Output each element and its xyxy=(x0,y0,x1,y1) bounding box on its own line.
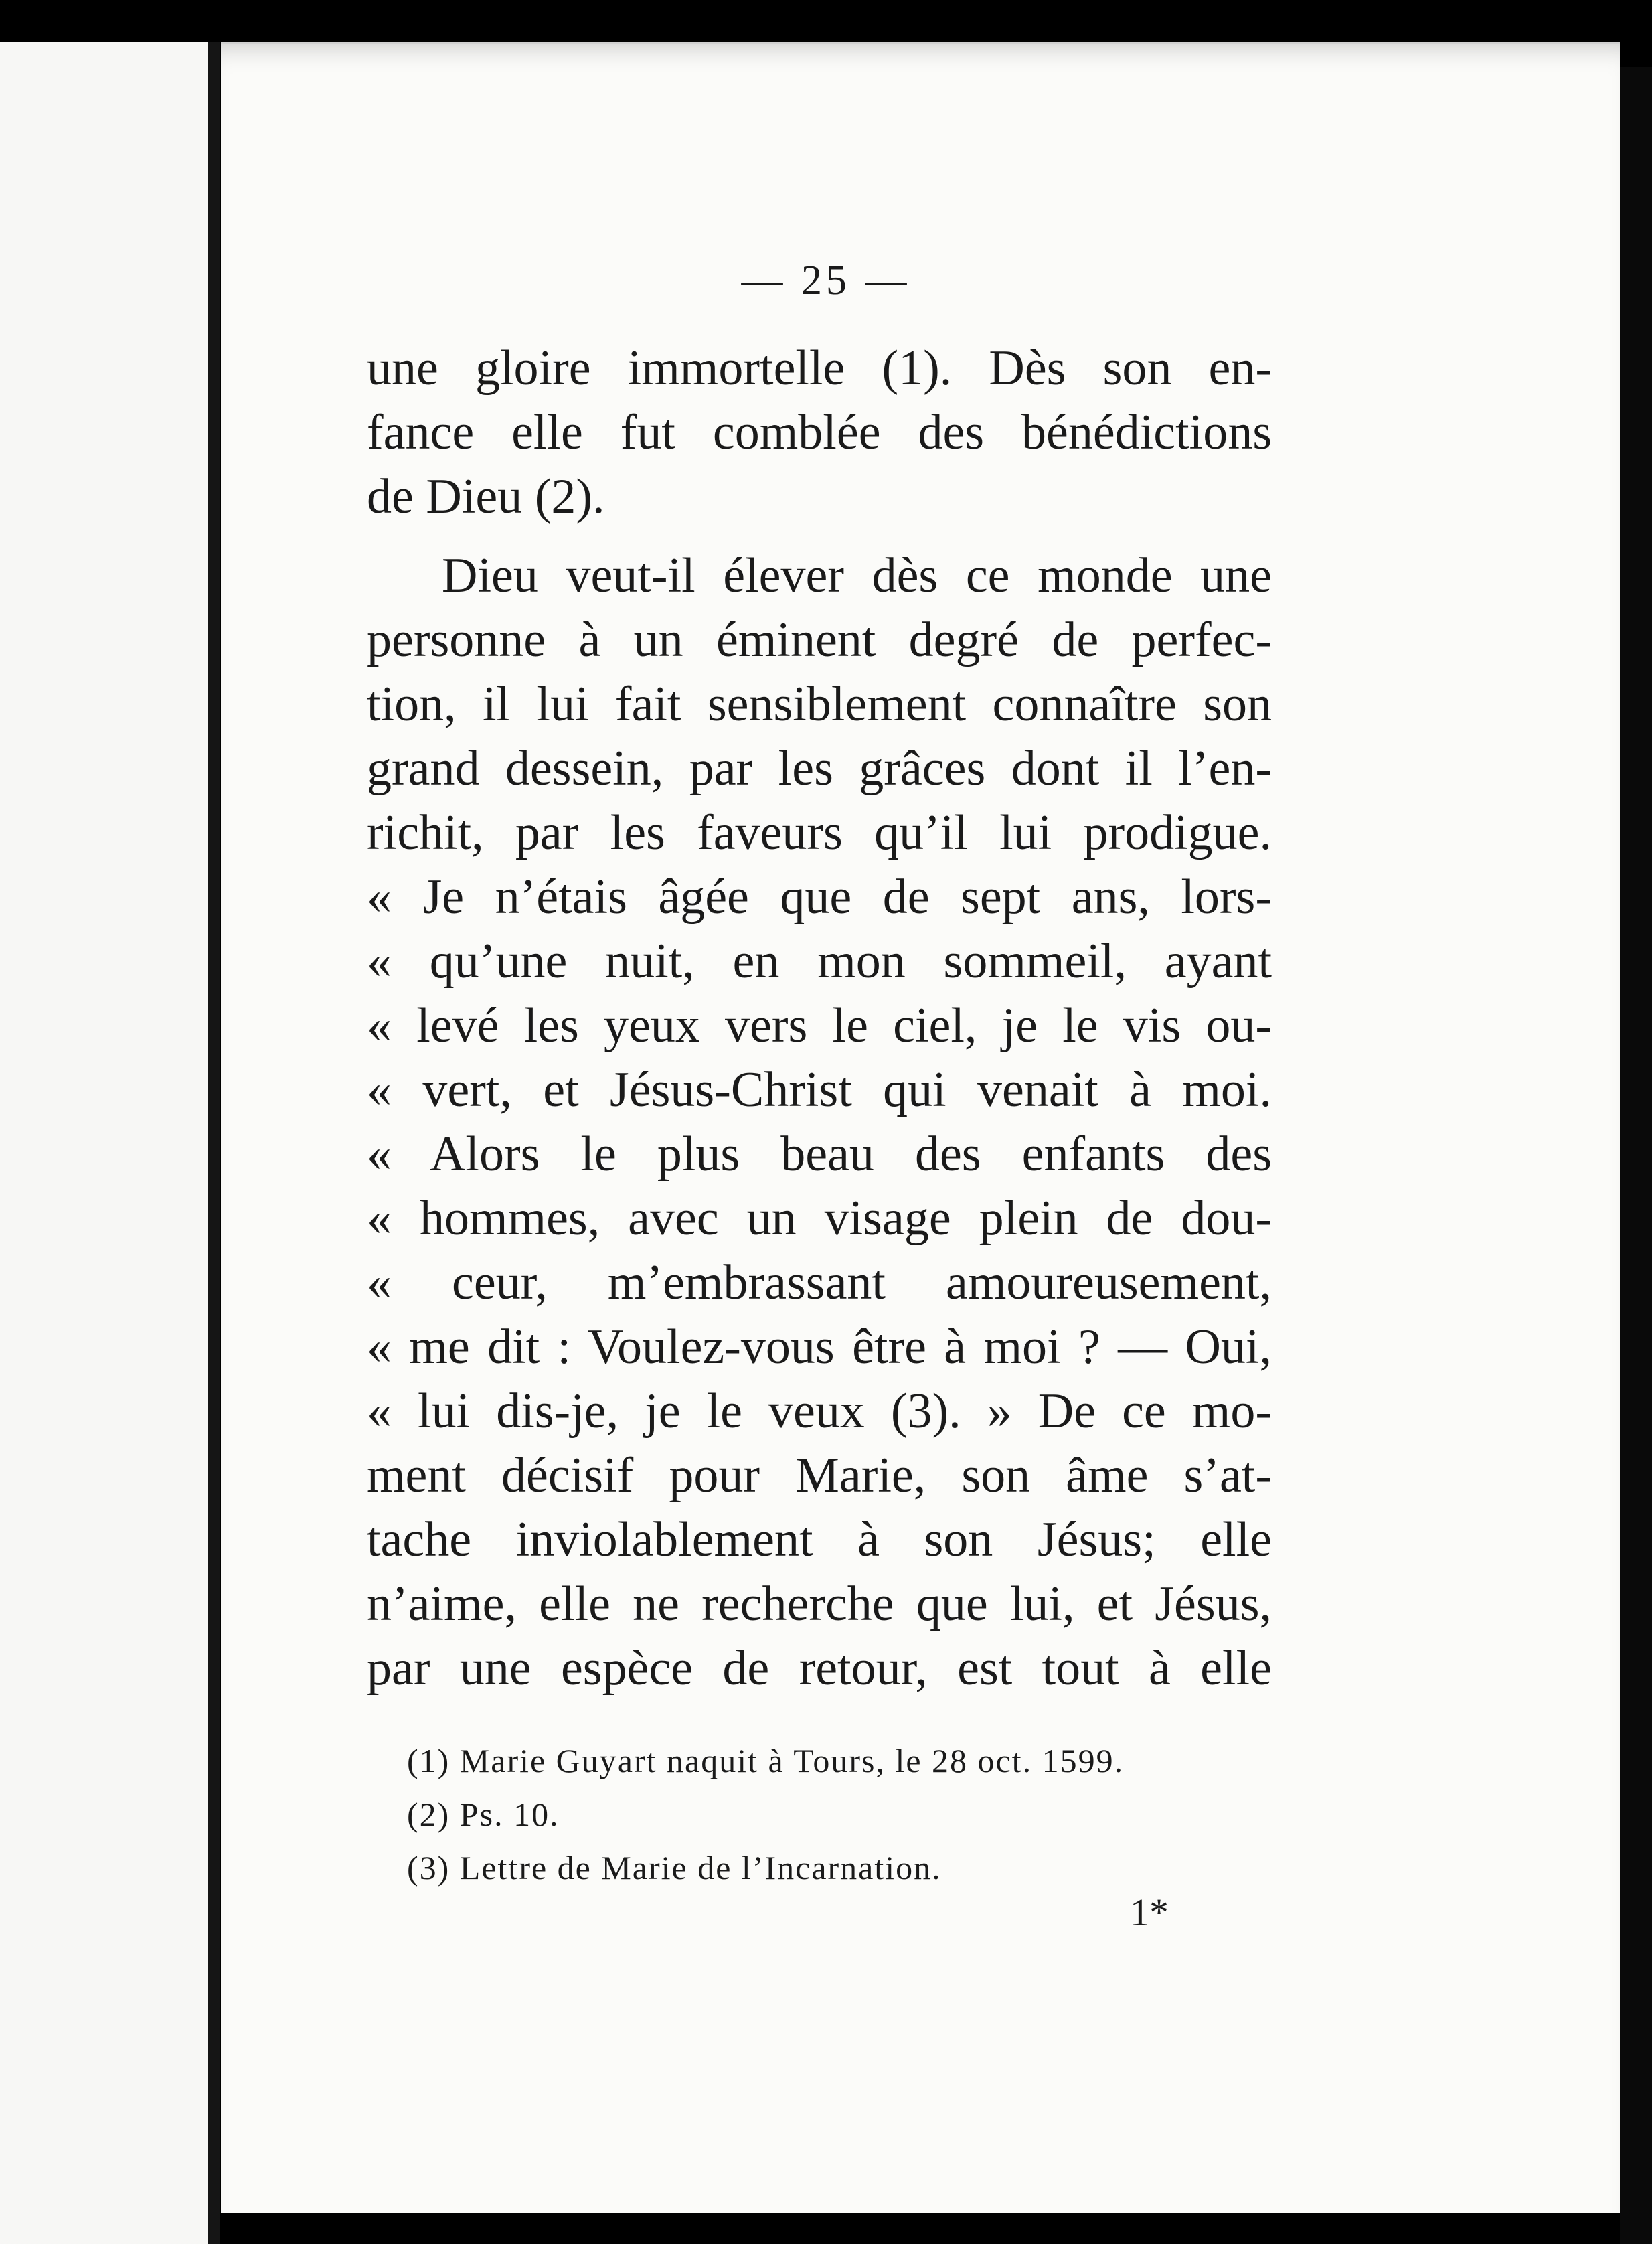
text-line: grand dessein, par les grâces dont il l’en- xyxy=(367,741,1272,796)
text-line: de Dieu (2). xyxy=(367,469,605,524)
text-line: « vert, et Jésus-Christ qui venait à moi. xyxy=(367,1062,1272,1117)
text-line: tion, il lui fait sensiblement connaître son xyxy=(367,677,1272,732)
body-text xyxy=(367,336,1272,1700)
text-line: Dieu veut-il élever dès ce monde une xyxy=(442,548,1272,603)
text-line: « Alors le plus beau des enfants des xyxy=(367,1127,1272,1182)
footnotes xyxy=(407,1734,1277,1895)
text-line: « Je n’étais âgée que de sept ans, lors- xyxy=(367,870,1272,925)
text-line: richit, par les faveurs qu’il lui prodigue. xyxy=(367,805,1272,860)
left-page-edge xyxy=(0,42,220,2244)
text-line: tache inviolablement à son Jésus; elle xyxy=(367,1512,1272,1567)
footnote: (3) Lettre de Marie de l’Incarnation. xyxy=(407,1849,942,1887)
text-line: « levé les yeux vers le ciel, je le vis ou- xyxy=(367,998,1272,1053)
page-number: — 25 — xyxy=(741,258,911,303)
text-line: ment décisif pour Marie, son âme s’at- xyxy=(367,1448,1272,1503)
text-line: une gloire immortelle (1). Dès son en- xyxy=(367,341,1272,396)
text-line: personne à un éminent degré de perfec- xyxy=(367,613,1272,667)
text-line: « qu’une nuit, en mon sommeil, ayant xyxy=(367,934,1272,989)
right-page-shadow xyxy=(1620,67,1652,2244)
paragraph-gap xyxy=(367,529,1272,544)
text-line: fance elle fut comblée des bénédictions xyxy=(367,405,1272,460)
text-line: « ceur, m’embrassant amoureusement, xyxy=(367,1255,1272,1310)
signature-mark: 1* xyxy=(1130,1891,1169,1934)
text-line: « me dit : Voulez-vous être à moi ? — Oui, xyxy=(367,1319,1272,1374)
text-line: « lui dis-je, je le veux (3). » De ce mo- xyxy=(367,1384,1272,1439)
footnote: (2) Ps. 10. xyxy=(407,1795,560,1833)
text-line: n’aime, elle ne recherche que lui, et Jésus, xyxy=(367,1577,1272,1631)
text-line: « hommes, avec un visage plein de dou- xyxy=(367,1191,1272,1246)
footnote: (1) Marie Guyart naquit à Tours, le 28 oct. 1599. xyxy=(407,1742,1125,1779)
text-line: par une espèce de retour, est tout à elle xyxy=(367,1641,1272,1696)
